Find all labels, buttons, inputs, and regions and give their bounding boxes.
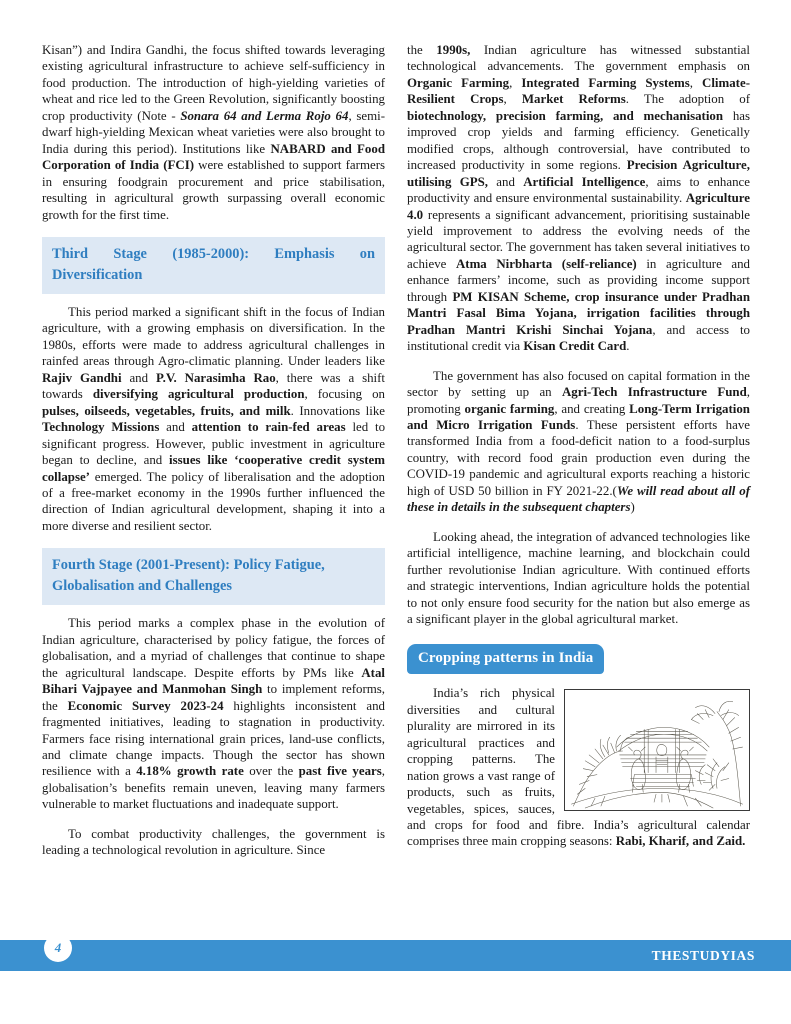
left-column bbox=[42, 42, 385, 910]
paragraph-diversification: This period marked a significant shift in the focus of Indian agriculture, with a growing emphasis on diversification. In the 1980s, efforts were made to address agricultural challenges in rainfed areas through Agro-climatic planning. Under leaders like Rajiv Gandhi and P.V. Narasimha Rao, there was a shift towards diversifying agricultural production, focusing on pulses, oilseeds, vegetables, fruits, and milk. Innovations like Technology Missions and attention to rain-fed areas led to significant progress. However, public investment in agriculture began to decline, and issues like ‘cooperative credit system collapse’ emerged. The policy of liberalisation and the adoption of a free-market economy in the 1990s further influenced the direction of Indian agricultural development, shaping it into a more diverse and resilient sector. bbox=[42, 304, 386, 533]
bullock-cart-illustration bbox=[564, 689, 750, 811]
heading-fourth-stage bbox=[42, 548, 385, 605]
section-badge-cropping-patterns: Cropping patterns in India bbox=[407, 644, 604, 674]
heading-third-stage bbox=[42, 237, 385, 294]
paragraph-cropping-patterns: India’s rich physical diversities and cultural plurality are mirrored in its agricultural practices and cropping patterns. The nation grows a vast range of products, such as fruits, vegetables, spices, sauces, and crops for food and fibre. India’s agricultural calendar comprises three main cropping seasons: Rabi, Kharif, and Zaid. bbox=[407, 686, 750, 849]
two-column-layout bbox=[42, 42, 750, 910]
paragraph-green-revolution: Kisan”) and Indira Gandhi, the focus shifted towards leveraging existing agricultural infrastructure to achieve self-sufficiency in food production. The introduction of high-yielding varieties of wheat and rice led to the Green Revolution, significantly boosting crop productivity (Note - Sonara 64 and Lerma Rojo 64, semi- dwarf high-yielding Mexican wheat varieties were also brought to India during this period). Institutions like NABARD and Food Corporation of India (FCI) were established to support farmers in ensuring foodgrain procurement and price stabilisation, resulting in agricultural growth surpassing overall economic growth for the first time. bbox=[42, 43, 385, 222]
paragraph-tech-revolution: To combat productivity challenges, the government is leading a technological revolution in agriculture. Since bbox=[42, 826, 385, 858]
footer-brand: THESTUDYIAS bbox=[651, 947, 755, 963]
paragraph-technological-advancements: the 1990s, Indian agriculture has witnessed substantial technological advancements. The government emphasis on Organic Farming, Integrated Farming Systems, Climate-Resilient Crops, Market Reforms. The adoption of biotechnology, precision farming, and mechanisation has improved crop yields and farming efficiency. Genetically modified crops, although controversial, have contributed to increased productivity in some regions. Precision Agriculture, utilising GPS, and Artificial Intelligence, aims to enhance productivity and ensure environmental sustainability. Agriculture 4.0 represents a significant advancement, prioritising sustainable yield improvement to address the evolving needs of the agricultural sector. The government has taken several initiatives to achieve Atma Nirbharta (self-reliance) in agriculture and enhance farmers’ income, such as providing income support through PM KISAN Scheme, crop insurance under Pradhan Mantri Fasal Bima Yojana, irrigation facilities through Pradhan Mantri Krishi Sinchai Yojana, and access to institutional credit via Kisan Credit Card. bbox=[407, 43, 751, 354]
right-column bbox=[407, 42, 750, 910]
cropping-patterns-badge-wrap bbox=[407, 627, 750, 685]
bullock-cart-sketch-svg bbox=[565, 690, 749, 810]
heading-third-stage-line2: Diversification bbox=[52, 266, 143, 283]
footer-page-number: 4 bbox=[44, 934, 72, 962]
heading-fourth-stage-line2: Globalisation and Challenges bbox=[52, 578, 232, 595]
heading-fourth-stage-line1: Fourth Stage (2001-Present): Policy Fatigue, bbox=[52, 557, 325, 574]
page-footer bbox=[0, 940, 791, 971]
heading-third-stage-line1: Third Stage (1985-2000): Emphasis on bbox=[52, 245, 375, 262]
paragraph-policy-fatigue: This period marks a complex phase in the evolution of Indian agriculture, characterised by policy fatigue, the forces of globalisation, and a myriad of challenges that continue to shape the agricultural landscape. Despite efforts by PMs like Atal Bihari Vajpayee and Manmohan Singh to implement reforms, the Economic Survey 2023-24 highlights inconsistent and fragmented initiatives, leading to stagnation in productivity. Farmers face rising international grain prices, land-use conflicts, and climate change impacts. Though the sector has shown resilience with a 4.18% growth rate over the past five years, globalisation’s benefits remain uneven, leaving many farmers vulnerable to market fluctuations and inadequate support. bbox=[42, 616, 386, 812]
paragraph-capital-formation: The government has also focused on capital formation in the sector by setting up an Agri-Tech Infrastructure Fund, promoting organic farming, and creating Long-Term Irrigation and Micro Irrigation Funds. These persistent efforts have transformed India from a food-deficit nation to a food-surplus country, with record food grain production even during the COVID-19 pandemic and agricultural exports reaching a historic high of USD 50 billion in FY 2021-22.(We will read about all of these in details in the subsequent chapters) bbox=[407, 368, 750, 515]
paragraph-looking-ahead: Looking ahead, the integration of advanced technologies like artificial intelligence, machine learning, and blockchain could further revolutionise Indian agriculture. With continued efforts and strategic interventions, Indian agriculture holds the potential to not only ensure food security for the nation but also emerge as a significant player in the global agricultural market. bbox=[407, 529, 750, 626]
